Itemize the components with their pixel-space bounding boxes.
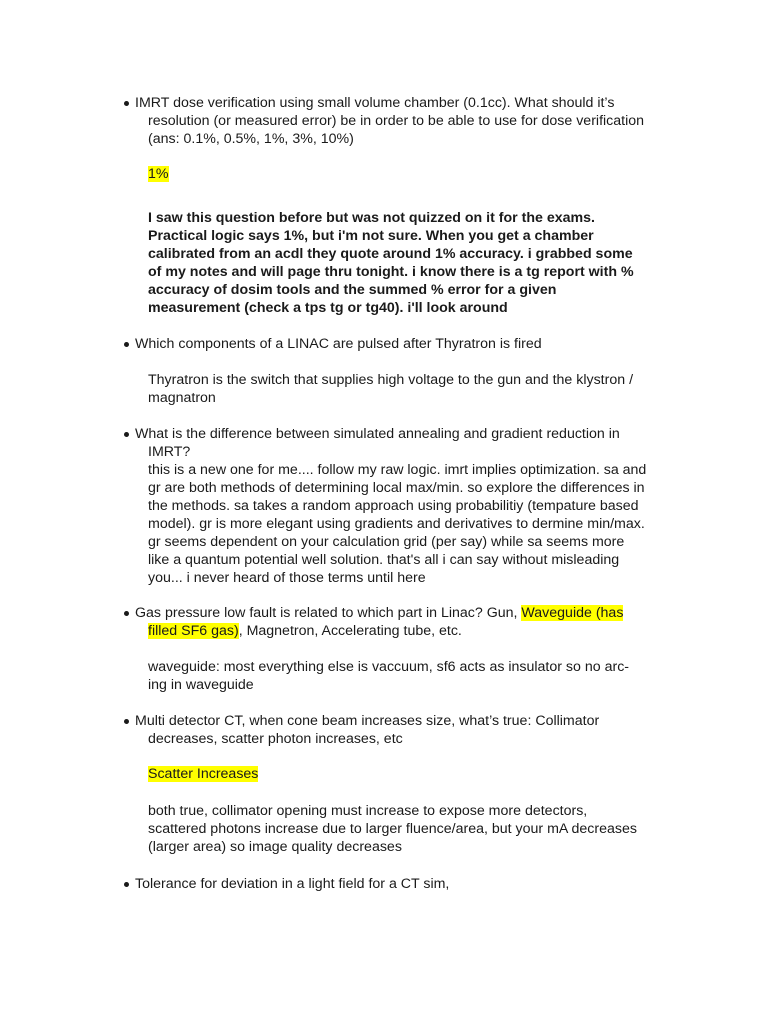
question-item <box>122 94 682 148</box>
question-text <box>135 875 682 893</box>
comment-block <box>148 209 688 317</box>
comment-line: ing in waveguide <box>148 677 254 693</box>
question-text <box>135 712 682 748</box>
comment-block <box>148 371 688 407</box>
question-item <box>122 335 682 353</box>
comment-line: Practical logic says 1%, but i'm not sure. When you get a chamber <box>148 228 594 244</box>
question-line: gr seems dependent on your calculation grid (per say) while sa seems more <box>148 534 625 550</box>
question-item <box>122 425 682 587</box>
comment-line: Thyratron is the switch that supplies high voltage to the gun and the klystron / <box>148 372 634 388</box>
question-line: IMRT dose verification using small volume chamber (0.1cc). What should it’s <box>135 95 615 111</box>
question-text <box>135 425 682 587</box>
question-line: (ans: 0.1%, 0.5%, 1%, 3%, 10%) <box>148 131 354 147</box>
comment-line: measurement (check a tps tg or tg40). i'll look around <box>148 300 508 316</box>
question-line: resolution (or measured error) be in order to be able to use for dose verification <box>148 113 645 129</box>
question-line: model). gr is more elegant using gradients and derivatives to dermine min/max. <box>148 516 645 532</box>
question-line <box>135 604 682 622</box>
question-line: Which components of a LINAC are pulsed after Thyratron is fired <box>135 336 542 352</box>
question-line: this is a new one for me.... follow my raw logic. imrt implies optimization. sa and <box>148 462 647 478</box>
question-text <box>135 335 682 353</box>
question-text-segment: , Magnetron, Accelerating tube, etc. <box>238 623 462 639</box>
question-line: you... i never heard of those terms until here <box>148 570 426 586</box>
question-line: like a quantum potential well solution. that's all i can say without misleading <box>148 552 620 568</box>
question-text <box>135 604 682 640</box>
comment-line: waveguide: most everything else is vaccuum, sf6 acts as insulator so no arc- <box>148 659 630 675</box>
comment-line: (larger area) so image quality decreases <box>148 839 402 855</box>
comment-line: I saw this question before but was not quizzed on it for the exams. <box>148 210 595 226</box>
question-text <box>135 94 682 148</box>
comment-block <box>148 658 688 694</box>
question-item <box>122 875 682 893</box>
comment-line: accuracy of dosim tools and the summed % error for a given <box>148 282 557 298</box>
comment-line: scattered photons increase due to larger fluence/area, but your mA decreases <box>148 821 637 837</box>
question-line: the methods. sa takes a random approach using probabilitiy (tempature based <box>148 498 639 514</box>
question-text-segment: Gas pressure low fault is related to which part in Linac? Gun, <box>135 605 522 621</box>
comment-line: of my notes and will page thru tonight. i know there is a tg report with % <box>148 264 634 280</box>
highlighted-answer: Scatter Increases <box>148 766 259 782</box>
question-item <box>122 604 682 640</box>
comment-line: magnatron <box>148 390 216 406</box>
question-line: IMRT? <box>148 444 191 460</box>
question-line: What is the difference between simulated annealing and gradient reduction in <box>135 426 620 442</box>
answer-block <box>148 165 688 183</box>
question-line: gr are both methods of determining local max/min. so explore the differences in <box>148 480 645 496</box>
highlighted-answer: Waveguide (has <box>521 605 624 621</box>
comment-line: calibrated from an acdl they quote around 1% accuracy. i grabbed some <box>148 246 633 262</box>
question-line <box>135 622 682 640</box>
question-line: Tolerance for deviation in a light field for a CT sim, <box>135 876 450 892</box>
answer-block <box>148 765 688 783</box>
question-line: Multi detector CT, when cone beam increases size, what’s true: Collimator <box>135 713 600 729</box>
highlighted-answer: 1% <box>148 166 169 182</box>
question-item <box>122 712 682 748</box>
comment-block <box>148 802 688 856</box>
highlighted-answer: filled SF6 gas) <box>148 623 239 639</box>
question-line: decreases, scatter photon increases, etc <box>148 731 403 747</box>
comment-line: both true, collimator opening must increase to expose more detectors, <box>148 803 588 819</box>
